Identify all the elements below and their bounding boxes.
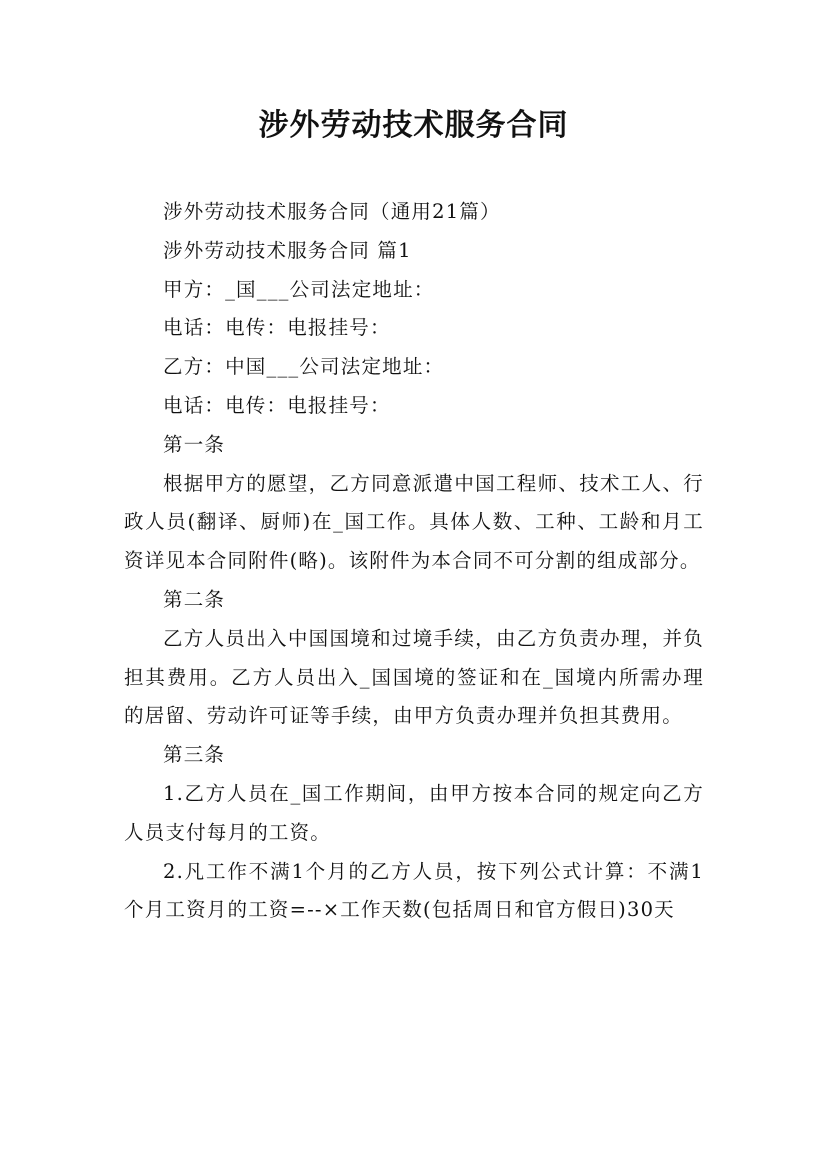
article-1-heading: 第一条 [163, 432, 226, 456]
document-title: 涉外劳动技术服务合同 [258, 108, 569, 143]
article-2-text: 乙方人员出入中国国境和过境手续，由乙方负责办理，并负担其费用。乙方人员出入_国国境的签证和在_国境内所需办理的居留、劳动许可证等手续，由甲方负责办理并负担其费用。 [124, 626, 704, 728]
article-2-heading: 第二条 [163, 587, 226, 611]
article-3-heading: 第三条 [163, 743, 226, 767]
subtitle-paragraph: 涉外劳动技术服务合同（通用21篇） [163, 200, 501, 223]
document-body [124, 193, 704, 930]
article-1-text: 根据甲方的愿望，乙方同意派遣中国工程师、技术工人、行政人员(翻译、厨师)在_国工作。具体人数、工种、工龄和月工资详见本合同附件(略)。该附件为本合同不可分割的组成部分。 [124, 471, 704, 573]
party-a-line: 甲方：_国___公司法定地址： [163, 277, 435, 301]
party-a-contact-line: 电话：电传：电报挂号： [163, 316, 391, 340]
party-b-line: 乙方：中国___公司法定地址： [163, 355, 445, 379]
section-heading: 涉外劳动技术服务合同 篇1 [163, 238, 412, 262]
party-b-contact-line: 电话：电传：电报挂号： [163, 393, 391, 417]
article-3-clause-1: 1.乙方人员在_国工作期间，由甲方按本合同的规定向乙方人员支付每月的工资。 [124, 781, 704, 844]
article-3-clause-2: 2.凡工作不满1个月的乙方人员，按下列公式计算：不满1个月工资月的工资=--×工作天数(包括周日和官方假日)30天 [124, 859, 704, 922]
